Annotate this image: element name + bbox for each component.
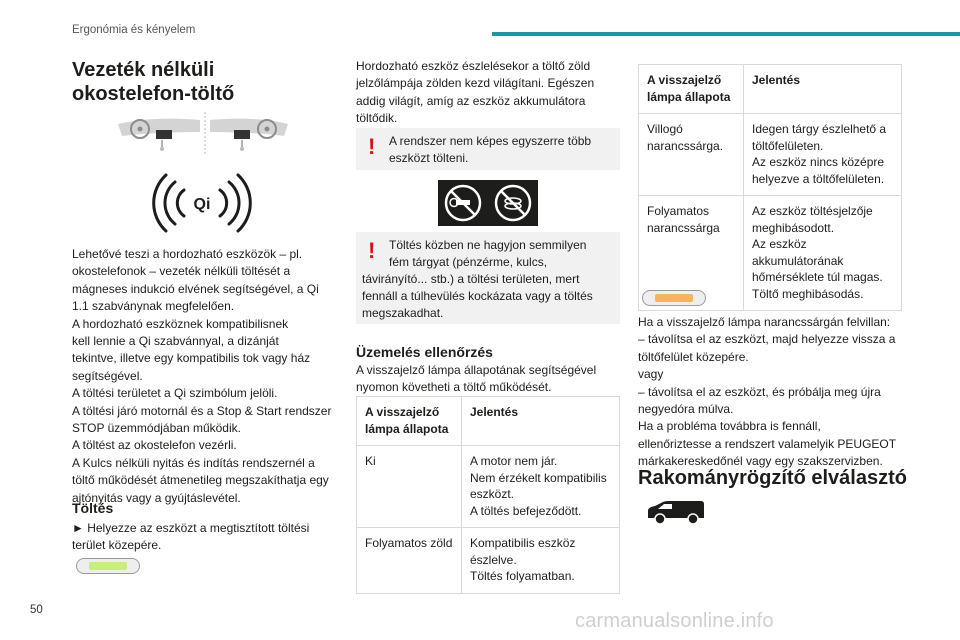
detection-paragraph: Hordozható eszköz észlelésekor a töltő zöld jelzőlámpája zölden kezd világítani. Egészen addig világít, amíg az eszköz akkumulátora töltődik. (356, 59, 595, 126)
warning-box-single-device: ! A rendszer nem képes egyszerre több eszközt tölteni. (356, 128, 620, 170)
section-title: Vezeték nélküli okostelefon-töltő (72, 59, 235, 105)
indicator-status-table-2 (638, 64, 902, 311)
separator-section-title: Rakományrögzítő elválasztó (638, 467, 907, 489)
table-cell: Kompatibilis eszköz észlelve. Töltés folyamatban. (462, 528, 620, 594)
warning-box-metal-objects: ! Töltés közben ne hagyjon semmilyen fém tárgyat (pénzérme, kulcs, távirányító... stb.) a töltési területen, mert fennáll a túlhevülés kockázata vagy a töltés megszakadhat. (356, 232, 620, 324)
charging-paragraph: ► Helyezze az eszközt a megtisztított töltési terület közepére. (72, 521, 310, 553)
table-cell: Folyamatos zöld (357, 528, 462, 594)
operation-check-heading: Üzemelés ellenőrzés (356, 344, 493, 360)
table-cell: Folyamatos narancssárga (639, 196, 744, 311)
operation-check-paragraph: A visszajelző lámpa állapotának segítségével nyomon követheti a töltő működését. (356, 363, 597, 395)
no-metal-objects-icon (438, 180, 538, 226)
page-number: 50 (30, 604, 43, 616)
table-cell: Az eszköz töltésjelzője meghibásodott. Az eszköz akkumulátorának hőmérséklete túl magas. Töltő meghibásodás. (744, 196, 902, 311)
exclamation-icon: ! (368, 134, 376, 159)
table-header-cell: A visszajelző lámpa állapota (357, 397, 462, 446)
table-cell: A motor nem jár. Nem érzékelt kompatibilis eszközt. A töltés befejeződött. (462, 446, 620, 528)
table-header-cell: A visszajelző lámpa állapota (639, 65, 744, 114)
watermark: carmanualsonline.info (575, 610, 774, 632)
flashing-orange-paragraph: Ha a visszajelző lámpa narancssárgán felvillan: – távolítsa el az eszközt, majd helyezze vissza a töltőfelület közepére. vagy – távolítsa el az eszközt, és próbálja meg újra negyedóra múlva. Ha a probléma továbbra is fennáll, ellenőriztesse a rendszert valamelyik PEUGEOT márkakereskedőnél vagy egy szakszervizben. (638, 315, 897, 469)
charging-indicator-green-icon (76, 558, 140, 574)
table-header-row (357, 397, 620, 446)
steering-wheel-diagram-icon (112, 110, 292, 160)
intro-paragraph: Lehetővé teszi a hordozható eszközök – pl. okostelefonok – vezeték nélküli töltését a mágneses indukció elvének segítségével, a Qi 1.1 szabványnak megfelelően. A hordozható eszköznek kompatibilisnek kell lennie a Qi szabvánnyal, a dizánját tekintve, illetve egy kompatibilis tok vagy ház segítségével. A töltési területet a Qi szimbólum jelöli. A töltési járó motornál és a Stop & Start rendszer STOP üzemmódjában működik. A töltést az okostelefon vezérli. A Kulcs nélküli nyitás és indítás rendszernél a töltő működését átmenetileg megszakíthatja egy ajtónyitás vagy a gyújtáslevétel. (72, 247, 332, 505)
charging-heading: Töltés (72, 500, 114, 516)
table-header-row (639, 65, 902, 114)
header-accent-bar (492, 32, 960, 36)
table-row (357, 528, 620, 594)
table-row (357, 446, 620, 528)
table-row (639, 114, 902, 196)
charging-indicator-orange-icon (642, 290, 706, 306)
exclamation-icon: ! (368, 238, 376, 263)
table-cell: Villogó narancssárga. (639, 114, 744, 196)
qi-label: Qi (193, 196, 211, 213)
table-cell: Idegen tárgy észlelhető a töltőfelületen. Az eszköz nincs középre helyezve a töltőfelületen. (744, 114, 902, 196)
table-header-cell: Jelentés (462, 397, 620, 446)
table-header-cell: Jelentés (744, 65, 902, 114)
indicator-status-table-1 (356, 396, 620, 594)
qi-wireless-charging-icon (142, 172, 262, 234)
table-cell: Ki (357, 446, 462, 528)
van-icon (645, 498, 707, 526)
running-header: Ergonómia és kényelem (72, 24, 196, 36)
